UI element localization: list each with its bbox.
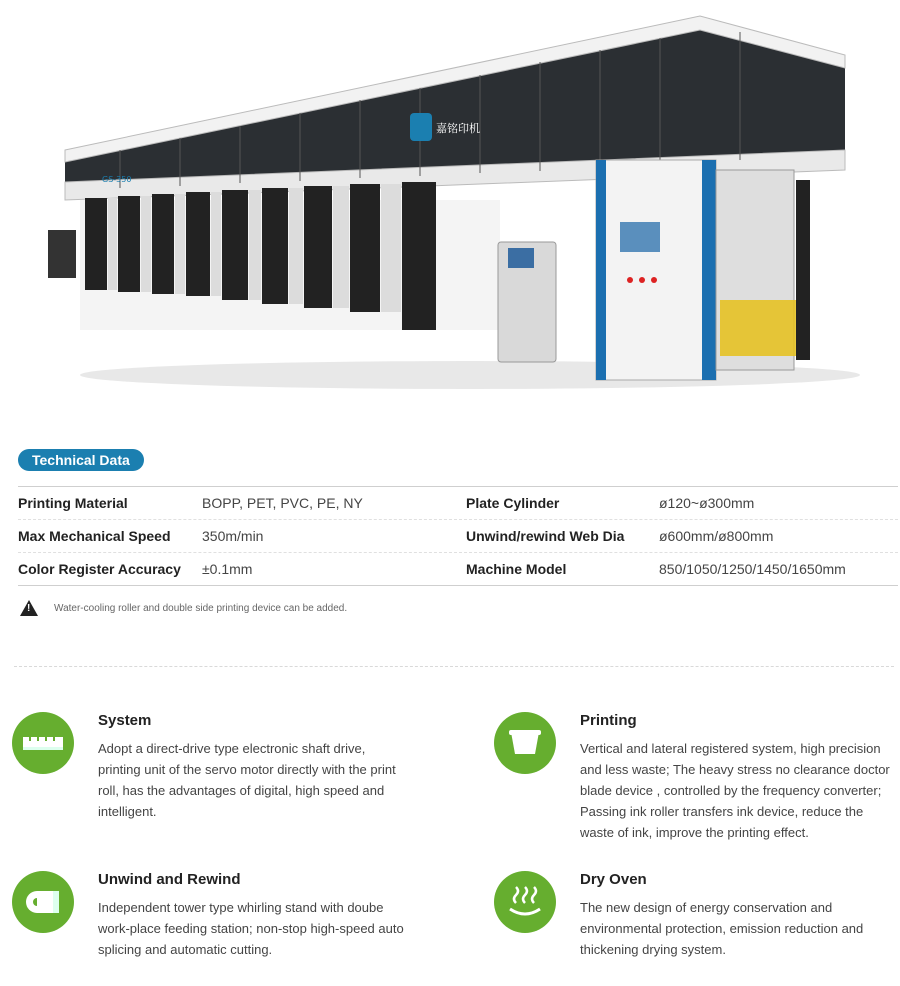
spec-row <box>18 553 898 585</box>
shaft-icon <box>12 712 74 774</box>
spec-key: Printing Material <box>18 495 128 511</box>
spec-key: Color Register Accuracy <box>18 561 181 577</box>
spec-key: Plate Cylinder <box>466 495 560 511</box>
spec-value: BOPP, PET, PVC, PE, NY <box>202 495 363 511</box>
spec-value: ø120~ø300mm <box>659 495 755 511</box>
warning-icon: ! <box>20 600 38 616</box>
spec-row <box>18 487 898 520</box>
feature-text: The new design of energy conservation and environmental protection, emission reduction and thickening drying system. <box>580 900 864 957</box>
spec-value: ±0.1mm <box>202 561 253 577</box>
section-tag-technical-data: Technical Data <box>18 449 144 471</box>
feature-text: Vertical and lateral registered system, high precision and less waste; The heavy stress no clearance doctor blade device , controlled by the frequency converter; Passing ink roller transfers ink device, reduce the waste of ink, improve the printing effect. <box>580 741 890 840</box>
panel-model-label: GS-350 <box>102 175 132 184</box>
heat-waves-icon <box>494 871 556 933</box>
spec-key: Max Mechanical Speed <box>18 528 171 544</box>
spec-value: 350m/min <box>202 528 264 544</box>
feature-text: Independent tower type whirling stand with doube work-place feeding station; non-stop high-speed auto splicing and automatic cutting. <box>98 900 404 957</box>
spec-key: Unwind/rewind Web Dia <box>466 528 625 544</box>
feature-text: Adopt a direct-drive type electronic shaft drive, printing unit of the servo motor directly with the print roll, has the advantages of digital, high speed and intelligent. <box>98 741 396 819</box>
machine-illustration <box>40 10 870 395</box>
note <box>20 600 347 616</box>
divider <box>14 666 894 667</box>
canopy-brand-label: 嘉铭印机 <box>436 122 480 135</box>
feature-title: Printing <box>580 712 637 729</box>
feature-title: Unwind and Rewind <box>98 871 241 888</box>
feature-title: System <box>98 712 152 729</box>
spec-table <box>18 486 898 586</box>
reel-icon <box>12 871 74 933</box>
feature-title: Dry Oven <box>580 871 647 888</box>
spec-row <box>18 520 898 553</box>
spec-key: Machine Model <box>466 561 567 577</box>
spec-value: 850/1050/1250/1450/1650mm <box>659 561 846 577</box>
print-roll-icon <box>494 712 556 774</box>
spec-value: ø600mm/ø800mm <box>659 528 774 544</box>
note-text: Water-cooling roller and double side printing device can be added. <box>54 602 348 614</box>
